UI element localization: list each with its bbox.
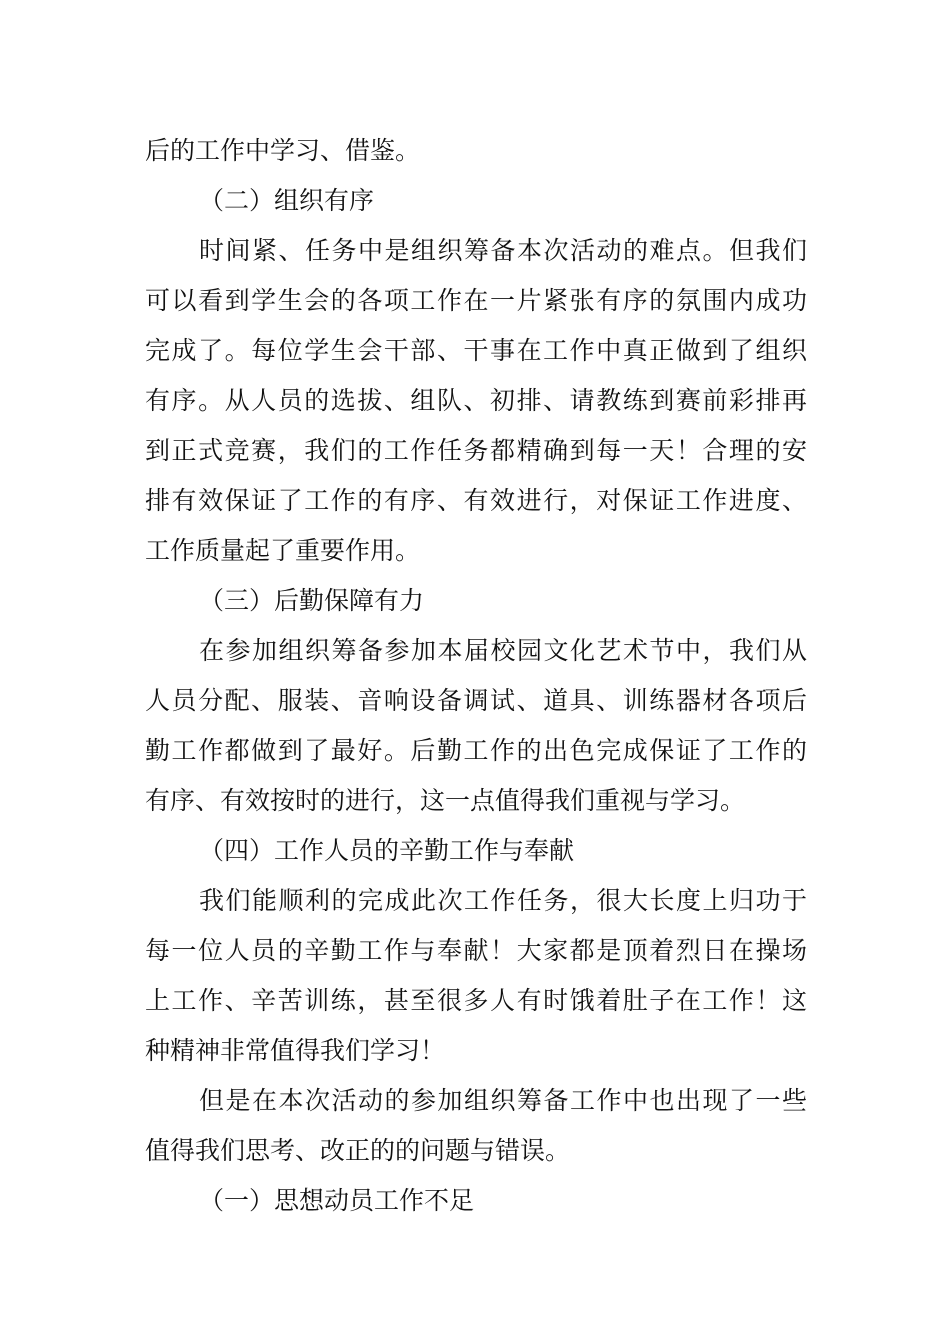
document-body	[145, 126, 807, 1226]
body-line: 在参加组织筹备参加本届校园文化艺术节中，我们从	[199, 636, 807, 665]
body-line: 工作质量起了重要作用。	[145, 536, 421, 565]
section-heading: （一）思想动员工作不足	[199, 1186, 475, 1215]
section-heading: （四）工作人员的辛勤工作与奉献	[199, 836, 575, 865]
body-line: 后的工作中学习、借鉴。	[145, 136, 421, 165]
body-line: 排有效保证了工作的有序、有效进行，对保证工作进度、	[145, 486, 807, 515]
body-line: 上工作、辛苦训练，甚至很多人有时饿着肚子在工作！这	[145, 986, 807, 1015]
section-heading: （二）组织有序	[199, 186, 375, 215]
body-line: 每一位人员的辛勤工作与奉献！大家都是顶着烈日在操场	[145, 936, 807, 965]
body-line: 我们能顺利的完成此次工作任务，很大长度上归功于	[199, 886, 807, 915]
body-line: 勤工作都做到了最好。后勤工作的出色完成保证了工作的	[145, 736, 807, 765]
body-line: 完成了。每位学生会干部、干事在工作中真正做到了组织	[145, 336, 807, 365]
section-heading: （三）后勤保障有力	[199, 586, 425, 615]
body-line: 种精神非常值得我们学习！	[145, 1036, 446, 1065]
body-line: 人员分配、服装、音响设备调试、道具、训练器材各项后	[145, 686, 807, 715]
body-line: 到正式竞赛，我们的工作任务都精确到每一天！合理的安	[145, 436, 807, 465]
body-line: 但是在本次活动的参加组织筹备工作中也出现了一些	[199, 1086, 807, 1115]
body-line: 值得我们思考、改正的的问题与错误。	[145, 1136, 571, 1165]
body-line: 有序。从人员的选拔、组队、初排、请教练到赛前彩排再	[145, 386, 807, 415]
body-line: 可以看到学生会的各项工作在一片紧张有序的氛围内成功	[145, 286, 807, 315]
body-line: 有序、有效按时的进行，这一点值得我们重视与学习。	[145, 786, 746, 815]
body-line: 时间紧、任务中是组织筹备本次活动的难点。但我们	[199, 236, 807, 265]
